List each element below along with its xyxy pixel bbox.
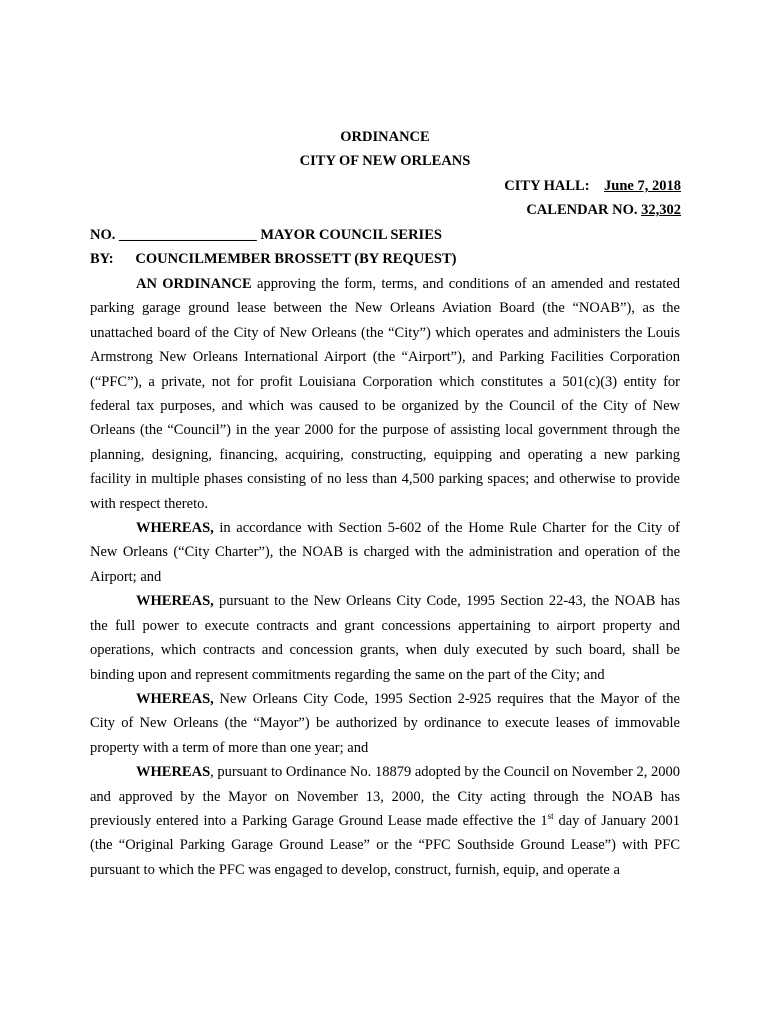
sponsor-name: COUNCILMEMBER BROSSETT (BY REQUEST): [135, 251, 457, 267]
calendar-number: 32,302: [641, 202, 681, 218]
city-hall-line: [504, 178, 681, 195]
city-hall-label: CITY HALL:: [504, 178, 590, 194]
paragraph-text: New Orleans City Code, 1995 Section 2-925 requires that the Mayor of the City of New Orleans (the “Mayor”) be authorized by ordinance to execute leases of immovable property with a term of more than one year; and: [90, 690, 680, 756]
whereas-paragraph: [90, 687, 680, 760]
by-line: [90, 251, 456, 268]
paragraph-lead: WHEREAS: [136, 764, 211, 781]
paragraph-lead: WHEREAS,: [136, 593, 214, 610]
whereas-paragraph: [90, 760, 680, 882]
paragraph-text: approving the form, terms, and conditions of an amended and restated parking garage ground lease between the New Orleans Aviation Board (the “NOAB”), as the unattached board of the City of New Orleans (the “City”) which operates and administers the Louis Armstrong New Orleans International Airport (the “Airport”), and Parking Facilities Corporation (“PFC”), a private, not for profit Louisiana Corporation which constitutes a 501(c)(3) entity for federal tax purposes, and which was caused to be organized by the Council of the City of New Orleans (the “Council”) in the year 2000 for the purpose of assisting local government through the planning, designing, financing, acquiring, constructing, equipping and operating a new parking facility in multiple phases consisting of no less than 4,500 parking spaces; and otherwise to provide with respect thereto.: [90, 276, 680, 512]
paragraph-lead: AN ORDINANCE: [136, 276, 252, 292]
paragraph-text: , pursuant to Ordinance No. 18879 adopted by the Council on November 2, 2000 and approved by the Mayor on November 13, 2000, the City acting through the NOAB has previously entered into a Parking Garage Ground Lease made effective the 1: [90, 764, 680, 829]
series-label: MAYOR COUNCIL SERIES: [260, 227, 442, 243]
calendar-line: [526, 202, 681, 219]
ordinance-number-field: NO. ___________________: [90, 227, 257, 243]
paragraph-lead: WHEREAS,: [136, 690, 214, 707]
ordinance-summary-paragraph: [90, 272, 680, 516]
document-title: ORDINANCE: [340, 129, 430, 145]
paragraph-text: in accordance with Section 5-602 of the Home Rule Charter for the City of New Orleans (“City Charter”), the NOAB is charged with the administration and operation of the Airport; and: [90, 520, 680, 585]
series-line: [90, 227, 442, 244]
whereas-paragraph: [90, 516, 680, 589]
by-label: BY:: [90, 251, 114, 267]
city-hall-date: June 7, 2018: [604, 178, 681, 194]
ordinance-body: [90, 272, 680, 882]
paragraph-lead: WHEREAS,: [136, 520, 214, 537]
whereas-paragraph: [90, 589, 680, 687]
ordinal-suffix: st: [547, 811, 554, 822]
document-subtitle: CITY OF NEW ORLEANS: [299, 153, 471, 169]
calendar-label: CALENDAR NO.: [526, 202, 638, 218]
paragraph-text: pursuant to the New Orleans City Code, 1995 Section 22-43, the NOAB has the full power to execute contracts and grant concessions appertaining to airport property and operations, which contracts and concession grants, when duly executed by such board, shall be binding upon and represent commitments regarding the same on the part of the City; and: [90, 593, 680, 683]
paragraph-text: day of January 2001 (the “Original Parking Garage Ground Lease” or the “PFC Southside Ground Lease”) with PFC pursuant to which the PFC was engaged to develop, construct, furnish, equip, and operate a: [90, 812, 680, 878]
